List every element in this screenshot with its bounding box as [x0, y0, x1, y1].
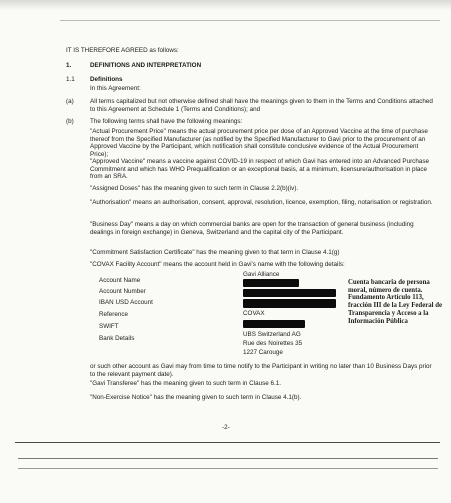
- redaction-bar: [243, 279, 299, 287]
- def-assigned-doses: "Assigned Doses" has the meaning given to such term in Clause 2.2(b)(iv).: [90, 185, 299, 192]
- bank-line-3: 1227 Carouge: [243, 349, 283, 356]
- section-number: 1.: [66, 62, 72, 69]
- account-label-reference: Reference: [99, 311, 129, 318]
- account-label-name: Account Name: [99, 277, 141, 284]
- top-edge-line: [60, 20, 440, 21]
- item-b-label: (b): [66, 118, 74, 125]
- def-gavi-transferee: "Gavi Transferee" has the meaning given to such term in Clause 6.1.: [90, 380, 282, 387]
- section-title: DEFINITIONS AND INTERPRETATION: [90, 62, 202, 69]
- subsection-number: 1.1: [66, 76, 75, 83]
- redaction-bar: [243, 320, 305, 328]
- def-non-exercise-notice: "Non-Exercise Notice" has the meaning given to such term in Clause 4.1(b).: [90, 394, 302, 401]
- redaction-bar: [243, 289, 336, 297]
- def-covax-facility-account: "COVAX Facility Account" means the account held in Gavi's name with the following details:: [90, 261, 345, 268]
- bottom-rule: [18, 468, 438, 469]
- page-number: -2-: [222, 424, 230, 431]
- account-label-swift: SWIFT: [99, 323, 119, 330]
- scan-shadow: [0, 0, 451, 10]
- subsection-title: Definitions: [90, 76, 123, 83]
- item-b-text: The following terms shall have the following meanings:: [90, 118, 243, 125]
- account-label-iban: IBAN USD Account: [99, 299, 153, 306]
- subsection-intro: In this Agreement:: [90, 85, 141, 92]
- account-label-number: Account Number: [99, 288, 146, 295]
- redaction-bar: [243, 299, 336, 308]
- bottom-rule: [18, 458, 438, 459]
- item-a-label: (a): [66, 98, 74, 105]
- redaction-legal-note: Cuenta bancaria de persona moral, número de cuenta. Fundamento Artículo 113, fracción III de la Ley Federal de Transparencia y Acceso a la Información Pública: [348, 279, 443, 325]
- def-actual-procurement-price: "Actual Procurement Price" means the actual procurement price per dose of an Approved Vaccine at the time of purchase thereof from the Specified Manufacturer (as notified by the Specified Manufacturer to Gavi prior to the procurement of an Approved Vaccine by the Participant, which notification shall constitute conclusive evidence of the Actual Procurement Price);: [90, 128, 428, 158]
- bottom-rule: [15, 442, 440, 443]
- account-notification-text: or such other account as Gavi may from time to time notify to the Participant in writing no later than 10 Business Days prior to the relevant payment date).: [90, 363, 432, 378]
- def-approved-vaccine: "Approved Vaccine" means a vaccine against COVID-19 in respect of which Gavi has entered into an Advanced Purchase Commitment and which has WHO Prequalification or an exceptional basis, at a minimum, licensure/authorisation in place from an SRA.: [90, 158, 429, 181]
- account-label-bank: Bank Details: [99, 335, 135, 342]
- account-name-value: Gavi Alliance: [243, 271, 280, 278]
- bank-line-2: Rue des Noirettes 35: [243, 340, 303, 347]
- account-reference-value: COVAX: [243, 310, 265, 317]
- def-business-day: "Business Day" means a day on which commercial banks are open for the transaction of general business (including dealings in foreign exchange) in Geneva, Switzerland and the capital city of the Participant.: [90, 221, 414, 236]
- def-authorisation: "Authorisation" means an authorisation, consent, approval, resolution, licence, exemption, filing, notarisation or registration.: [90, 199, 433, 206]
- agreed-heading: IT IS THEREFORE AGREED as follows:: [66, 47, 179, 54]
- def-commitment-certificate: "Commitment Satisfaction Certificate" has the meaning given to that term in Clause 4.1(g): [90, 249, 340, 256]
- bank-line-1: UBS Switzerland AG: [243, 331, 301, 338]
- item-a-text: All terms capitalized but not otherwise defined shall have the meanings given to them in the Terms and Conditions attached to this Agreement at Schedule 1 (Terms and Conditions); and: [90, 98, 433, 113]
